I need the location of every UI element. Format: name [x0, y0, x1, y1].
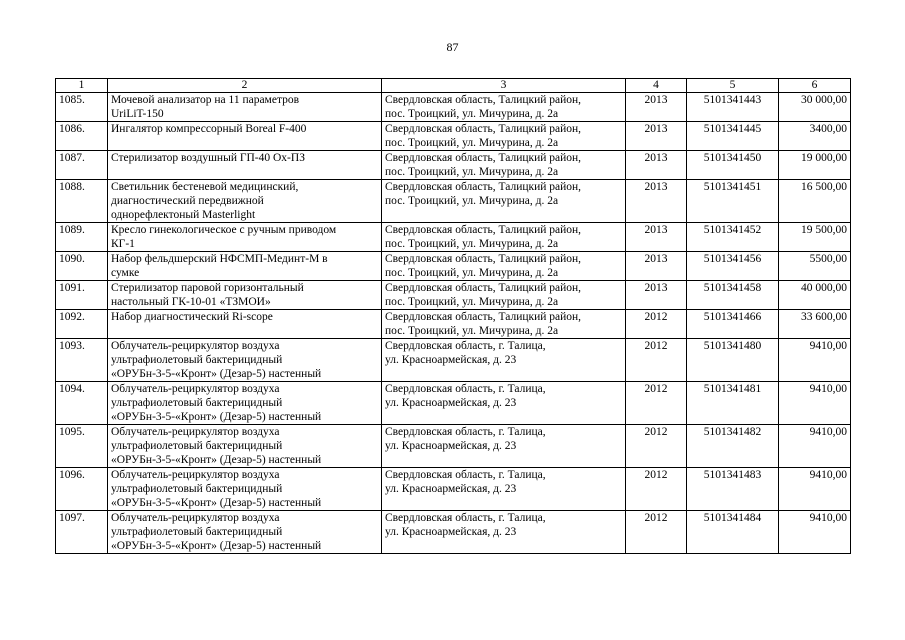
- item-address-line: пос. Троицкий, ул. Мичурина, д. 2а: [385, 137, 559, 149]
- item-year: 2012: [626, 339, 687, 382]
- inventory-number: 5101341452: [687, 223, 779, 252]
- row-number: 1096.: [56, 468, 108, 511]
- item-name-line: «ОРУБн-3-5-«Кронт» (Дезар-5) настенный: [111, 411, 322, 423]
- table-row: [56, 93, 851, 122]
- item-year: 2013: [626, 223, 687, 252]
- row-number: 1089.: [56, 223, 108, 252]
- row-number: 1097.: [56, 511, 108, 554]
- table-row: [56, 382, 851, 425]
- item-name-line: «ОРУБн-3-5-«Кронт» (Дезар-5) настенный: [111, 497, 322, 509]
- item-name: [108, 382, 382, 425]
- item-address-line: Свердловская область, г. Талица,: [385, 426, 546, 438]
- item-cost: 3400,00: [779, 122, 851, 151]
- table-row: [56, 180, 851, 223]
- item-name-line: Облучатель-рециркулятор воздуха: [111, 383, 280, 395]
- item-year: 2013: [626, 281, 687, 310]
- row-number: 1086.: [56, 122, 108, 151]
- item-address: [382, 425, 626, 468]
- item-address: [382, 339, 626, 382]
- item-name-line: «ОРУБн-3-5-«Кронт» (Дезар-5) настенный: [111, 540, 322, 552]
- item-address-line: Свердловская область, Талицкий район,: [385, 123, 582, 135]
- item-address-line: Свердловская область, Талицкий район,: [385, 282, 582, 294]
- item-name-line: Стерилизатор воздушный ГП-40 Ох-ПЗ: [111, 152, 305, 164]
- item-address-line: Свердловская область, Талицкий район,: [385, 152, 582, 164]
- item-address-line: ул. Красноармейская, д. 23: [385, 440, 517, 452]
- item-address-line: Свердловская область, Талицкий район,: [385, 181, 582, 193]
- item-name-line: Светильник бестеневой медицинский,: [111, 181, 299, 193]
- item-address: [382, 122, 626, 151]
- item-address-line: Свердловская область, г. Талица,: [385, 340, 546, 352]
- column-header: 1: [56, 79, 108, 93]
- item-cost: 33 600,00: [779, 310, 851, 339]
- inventory-number: 5101341450: [687, 151, 779, 180]
- item-year: 2013: [626, 151, 687, 180]
- item-name: [108, 180, 382, 223]
- inventory-number: 5101341456: [687, 252, 779, 281]
- item-address: [382, 382, 626, 425]
- item-name: [108, 339, 382, 382]
- item-address-line: пос. Троицкий, ул. Мичурина, д. 2а: [385, 195, 559, 207]
- row-number: 1087.: [56, 151, 108, 180]
- item-name-line: Кресло гинекологическое с ручным приводом: [111, 224, 337, 236]
- row-number: 1090.: [56, 252, 108, 281]
- item-address-line: Свердловская область, г. Талица,: [385, 383, 546, 395]
- item-name-line: диагностический передвижной: [111, 195, 264, 207]
- table-row: [56, 468, 851, 511]
- item-name-line: Набор диагностический Ri-scope: [111, 311, 273, 323]
- item-name-line: ультрафиолетовый бактерицидный: [111, 397, 283, 409]
- item-name-line: UriLiT-150: [111, 108, 164, 120]
- item-address-line: ул. Красноармейская, д. 23: [385, 397, 517, 409]
- item-year: 2012: [626, 425, 687, 468]
- item-name-line: настольный ГК-10-01 «ТЗМОИ»: [111, 296, 271, 308]
- item-address-line: Свердловская область, Талицкий район,: [385, 224, 582, 236]
- inventory-number: 5101341443: [687, 93, 779, 122]
- item-cost: 16 500,00: [779, 180, 851, 223]
- inventory-number: 5101341481: [687, 382, 779, 425]
- inventory-number: 5101341482: [687, 425, 779, 468]
- table-row: [56, 252, 851, 281]
- item-address-line: Свердловская область, г. Талица,: [385, 512, 546, 524]
- item-address-line: ул. Красноармейская, д. 23: [385, 354, 517, 366]
- inventory-number: 5101341480: [687, 339, 779, 382]
- table-row: [56, 310, 851, 339]
- row-number: 1095.: [56, 425, 108, 468]
- item-name-line: Облучатель-рециркулятор воздуха: [111, 340, 280, 352]
- inventory-number: 5101341451: [687, 180, 779, 223]
- item-name-line: Набор фельдшерский НФСМП-Мединт-М в: [111, 253, 328, 265]
- item-name-line: ультрафиолетовый бактерицидный: [111, 526, 283, 538]
- table-row: [56, 223, 851, 252]
- item-name-line: ультрафиолетовый бактерицидный: [111, 354, 283, 366]
- item-cost: 19 000,00: [779, 151, 851, 180]
- registry-body: [56, 93, 851, 554]
- item-name-line: ультрафиолетовый бактерицидный: [111, 440, 283, 452]
- inventory-number: 5101341466: [687, 310, 779, 339]
- item-address-line: Свердловская область, Талицкий район,: [385, 311, 582, 323]
- item-cost: 9410,00: [779, 468, 851, 511]
- column-number-row: [56, 79, 851, 93]
- item-cost: 9410,00: [779, 511, 851, 554]
- item-name-line: «ОРУБн-3-5-«Кронт» (Дезар-5) настенный: [111, 368, 322, 380]
- item-address-line: пос. Троицкий, ул. Мичурина, д. 2а: [385, 296, 559, 308]
- item-address: [382, 93, 626, 122]
- item-name-line: Облучатель-рециркулятор воздуха: [111, 426, 280, 438]
- registry-table: [55, 78, 851, 554]
- item-name-line: КГ-1: [111, 238, 135, 250]
- column-header: 5: [687, 79, 779, 93]
- row-number: 1085.: [56, 93, 108, 122]
- item-year: 2013: [626, 93, 687, 122]
- item-address: [382, 310, 626, 339]
- item-cost: 40 000,00: [779, 281, 851, 310]
- item-name: [108, 281, 382, 310]
- item-name: [108, 223, 382, 252]
- item-name-line: «ОРУБн-3-5-«Кронт» (Дезар-5) настенный: [111, 454, 322, 466]
- row-number: 1092.: [56, 310, 108, 339]
- item-name-line: Облучатель-рециркулятор воздуха: [111, 469, 280, 481]
- item-cost: 9410,00: [779, 425, 851, 468]
- item-cost: 5500,00: [779, 252, 851, 281]
- item-address: [382, 281, 626, 310]
- item-name-line: Стерилизатор паровой горизонтальный: [111, 282, 304, 294]
- table-row: [56, 122, 851, 151]
- item-address: [382, 180, 626, 223]
- item-address-line: ул. Красноармейская, д. 23: [385, 526, 517, 538]
- item-address-line: пос. Троицкий, ул. Мичурина, д. 2а: [385, 108, 559, 120]
- page-number: 87: [446, 40, 459, 54]
- item-name: [108, 468, 382, 511]
- item-year: 2012: [626, 468, 687, 511]
- item-year: 2012: [626, 310, 687, 339]
- table-row: [56, 339, 851, 382]
- item-name-line: Облучатель-рециркулятор воздуха: [111, 512, 280, 524]
- column-header: 3: [382, 79, 626, 93]
- item-address-line: Свердловская область, г. Талица,: [385, 469, 546, 481]
- inventory-number: 5101341445: [687, 122, 779, 151]
- item-year: 2013: [626, 180, 687, 223]
- item-address-line: пос. Троицкий, ул. Мичурина, д. 2а: [385, 166, 559, 178]
- item-name-line: Мочевой анализатор на 11 параметров: [111, 94, 300, 106]
- inventory-number: 5101341484: [687, 511, 779, 554]
- column-header: 2: [108, 79, 382, 93]
- item-address: [382, 252, 626, 281]
- item-name-line: сумке: [111, 267, 140, 279]
- item-address-line: пос. Троицкий, ул. Мичурина, д. 2а: [385, 325, 559, 337]
- item-year: 2013: [626, 252, 687, 281]
- item-name: [108, 252, 382, 281]
- table-row: [56, 151, 851, 180]
- table-row: [56, 511, 851, 554]
- item-name-line: однорефлектоный Masterlight: [111, 209, 256, 221]
- item-cost: 30 000,00: [779, 93, 851, 122]
- column-header: 4: [626, 79, 687, 93]
- item-address-line: Свердловская область, Талицкий район,: [385, 94, 582, 106]
- column-header: 6: [779, 79, 851, 93]
- item-year: 2013: [626, 122, 687, 151]
- item-name: [108, 511, 382, 554]
- item-address-line: пос. Троицкий, ул. Мичурина, д. 2а: [385, 238, 559, 250]
- item-address: [382, 511, 626, 554]
- item-year: 2012: [626, 382, 687, 425]
- item-name-line: ультрафиолетовый бактерицидный: [111, 483, 283, 495]
- item-address-line: ул. Красноармейская, д. 23: [385, 483, 517, 495]
- item-address-line: Свердловская область, Талицкий район,: [385, 253, 582, 265]
- inventory-number: 5101341483: [687, 468, 779, 511]
- item-name: [108, 310, 382, 339]
- item-name: [108, 122, 382, 151]
- item-cost: 9410,00: [779, 339, 851, 382]
- table-row: [56, 425, 851, 468]
- item-year: 2012: [626, 511, 687, 554]
- item-name: [108, 93, 382, 122]
- item-address-line: пос. Троицкий, ул. Мичурина, д. 2а: [385, 267, 559, 279]
- item-address: [382, 223, 626, 252]
- inventory-number: 5101341458: [687, 281, 779, 310]
- item-name: [108, 151, 382, 180]
- row-number: 1094.: [56, 382, 108, 425]
- row-number: 1093.: [56, 339, 108, 382]
- item-cost: 9410,00: [779, 382, 851, 425]
- item-name: [108, 425, 382, 468]
- item-cost: 19 500,00: [779, 223, 851, 252]
- table-row: [56, 281, 851, 310]
- row-number: 1088.: [56, 180, 108, 223]
- item-name-line: Ингалятор компрессорный Boreal F-400: [111, 123, 307, 135]
- item-address: [382, 468, 626, 511]
- row-number: 1091.: [56, 281, 108, 310]
- item-address: [382, 151, 626, 180]
